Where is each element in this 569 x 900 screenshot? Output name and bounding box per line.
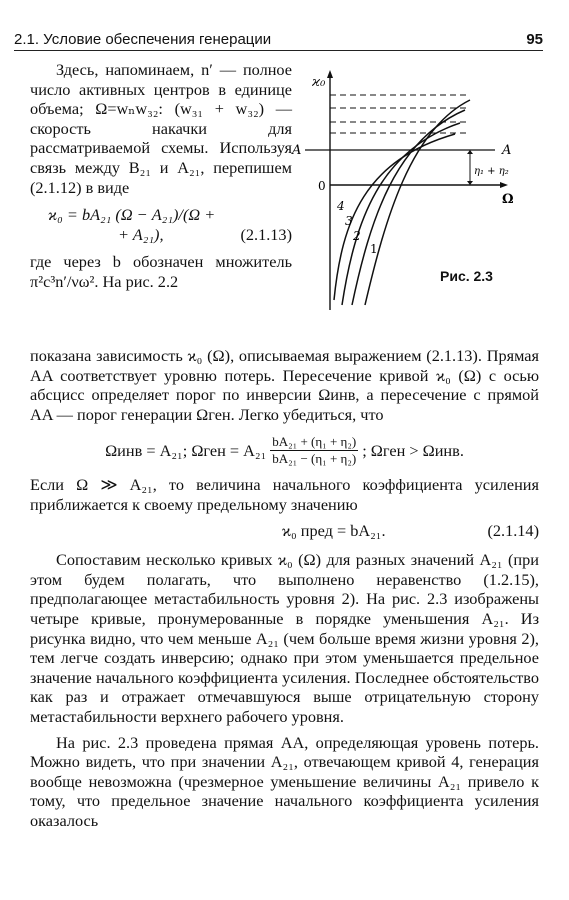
curve-label-3: 3 [345, 214, 353, 228]
page-number: 95 [526, 31, 543, 48]
full-width-text [30, 346, 539, 830]
paragraph-2-left: где через b обозначен множитель π²c³n′/νω². На рис. 2.2 [30, 252, 292, 291]
origin-label: 0 [318, 179, 326, 193]
equation-thresholds [30, 434, 539, 467]
eq2-fraction [270, 434, 358, 467]
paragraph-1: Здесь, напоминаем, n′ — полное число активных центров в единице объема; Ω=wₙw₃₂: (w₃₁ + w₃₂) — скорость накачки для рассматриваемой схемы. Используя связь между B₂₁ и A₂₁, перепишем (2.1.12) в виде [30, 60, 292, 197]
loss-label-left: A [292, 143, 302, 158]
curve-label-1: 1 [370, 242, 378, 256]
equation-2-1-13 [30, 205, 292, 244]
equation-line-1: ϰ₀ = bA₂₁ (Ω − A₂₁)/(Ω + [48, 205, 216, 225]
curve-label-2: 2 [353, 229, 361, 243]
curve-label-4: 4 [337, 199, 345, 213]
figure-2-3 [290, 70, 540, 310]
running-header [14, 26, 543, 51]
eq2-left: Ωинв = A₂₁; Ωген = A₂₁ [105, 441, 267, 461]
eq2-denominator: bA₂₁ − (η₁ + η₂) [272, 451, 357, 467]
eq3: ϰ₀ пред = bA₂₁. [281, 520, 386, 540]
figure-caption: Рис. 2.3 [440, 268, 493, 284]
equation-line-2: + A₂₁), [118, 224, 164, 244]
gap-label: η₁ + η₂ [474, 166, 509, 177]
paragraph-5: На рис. 2.3 проведена прямая AA, определяющая уровень потерь. Можно видеть, что при значении A₂₁, отвечающем кривой 4, генерация вообще невозможна (чрезмерное уменьшение величины A₂₁ привело к тому, что предельное значение начального коэффициента усиления оказалось [30, 732, 539, 830]
section-title: 2.1. Условие обеспечения генерации [14, 31, 272, 48]
y-axis-label: ϰ₀ [312, 75, 326, 90]
paragraph-4: Сопоставим несколько кривых ϰ₀ (Ω) для разных значений A₂₁ (при этом будем полагать, что выполнено неравенство (1.2.15), предполагающее метастабильность уровня 2). На рис. 2.3 изображены четыре кривые, пронумерованные в порядке уменьшения A₂₁. Из рисунка видно, что чем меньше A₂₁ (чем больше время жизни уровня 2), тем легче создать инверсию; однако при этом уменьшается предельное значение начального коэффициента усиления. Последнее обстоятельство как раз и отражает отмечавшуюся выше отрицательную сторону метастабильности верхнего рабочего уровня. [30, 550, 539, 726]
paragraph-2-full: показана зависимость ϰ₀ (Ω), описываемая выражением (2.1.13). Прямая AA соответствует уровню потерь. Пересечение кривой ϰ₀ (Ω) с осью абсцисс определяет порог по инверсии Ωинв, а пересечение с прямой AA — порог генерации Ωген. Легко убедиться, что [30, 346, 539, 424]
x-axis-label: Ω [502, 192, 514, 207]
loss-label-right: A [502, 143, 512, 158]
left-column-text [30, 60, 292, 292]
equation-number-2-1-14: (2.1.14) [487, 520, 539, 540]
eq2-numerator: bA₂₁ + (η₁ + η₂) [272, 434, 357, 450]
eq2-right: ; Ωген > Ωинв. [362, 441, 464, 461]
paragraph-3: Если Ω ≫ A₂₁, то величина начального коэффициента усиления приближается к своему предельному значению [30, 475, 539, 514]
equation-number-2-1-13: (2.1.13) [240, 224, 292, 244]
equation-2-1-14 [30, 521, 539, 541]
